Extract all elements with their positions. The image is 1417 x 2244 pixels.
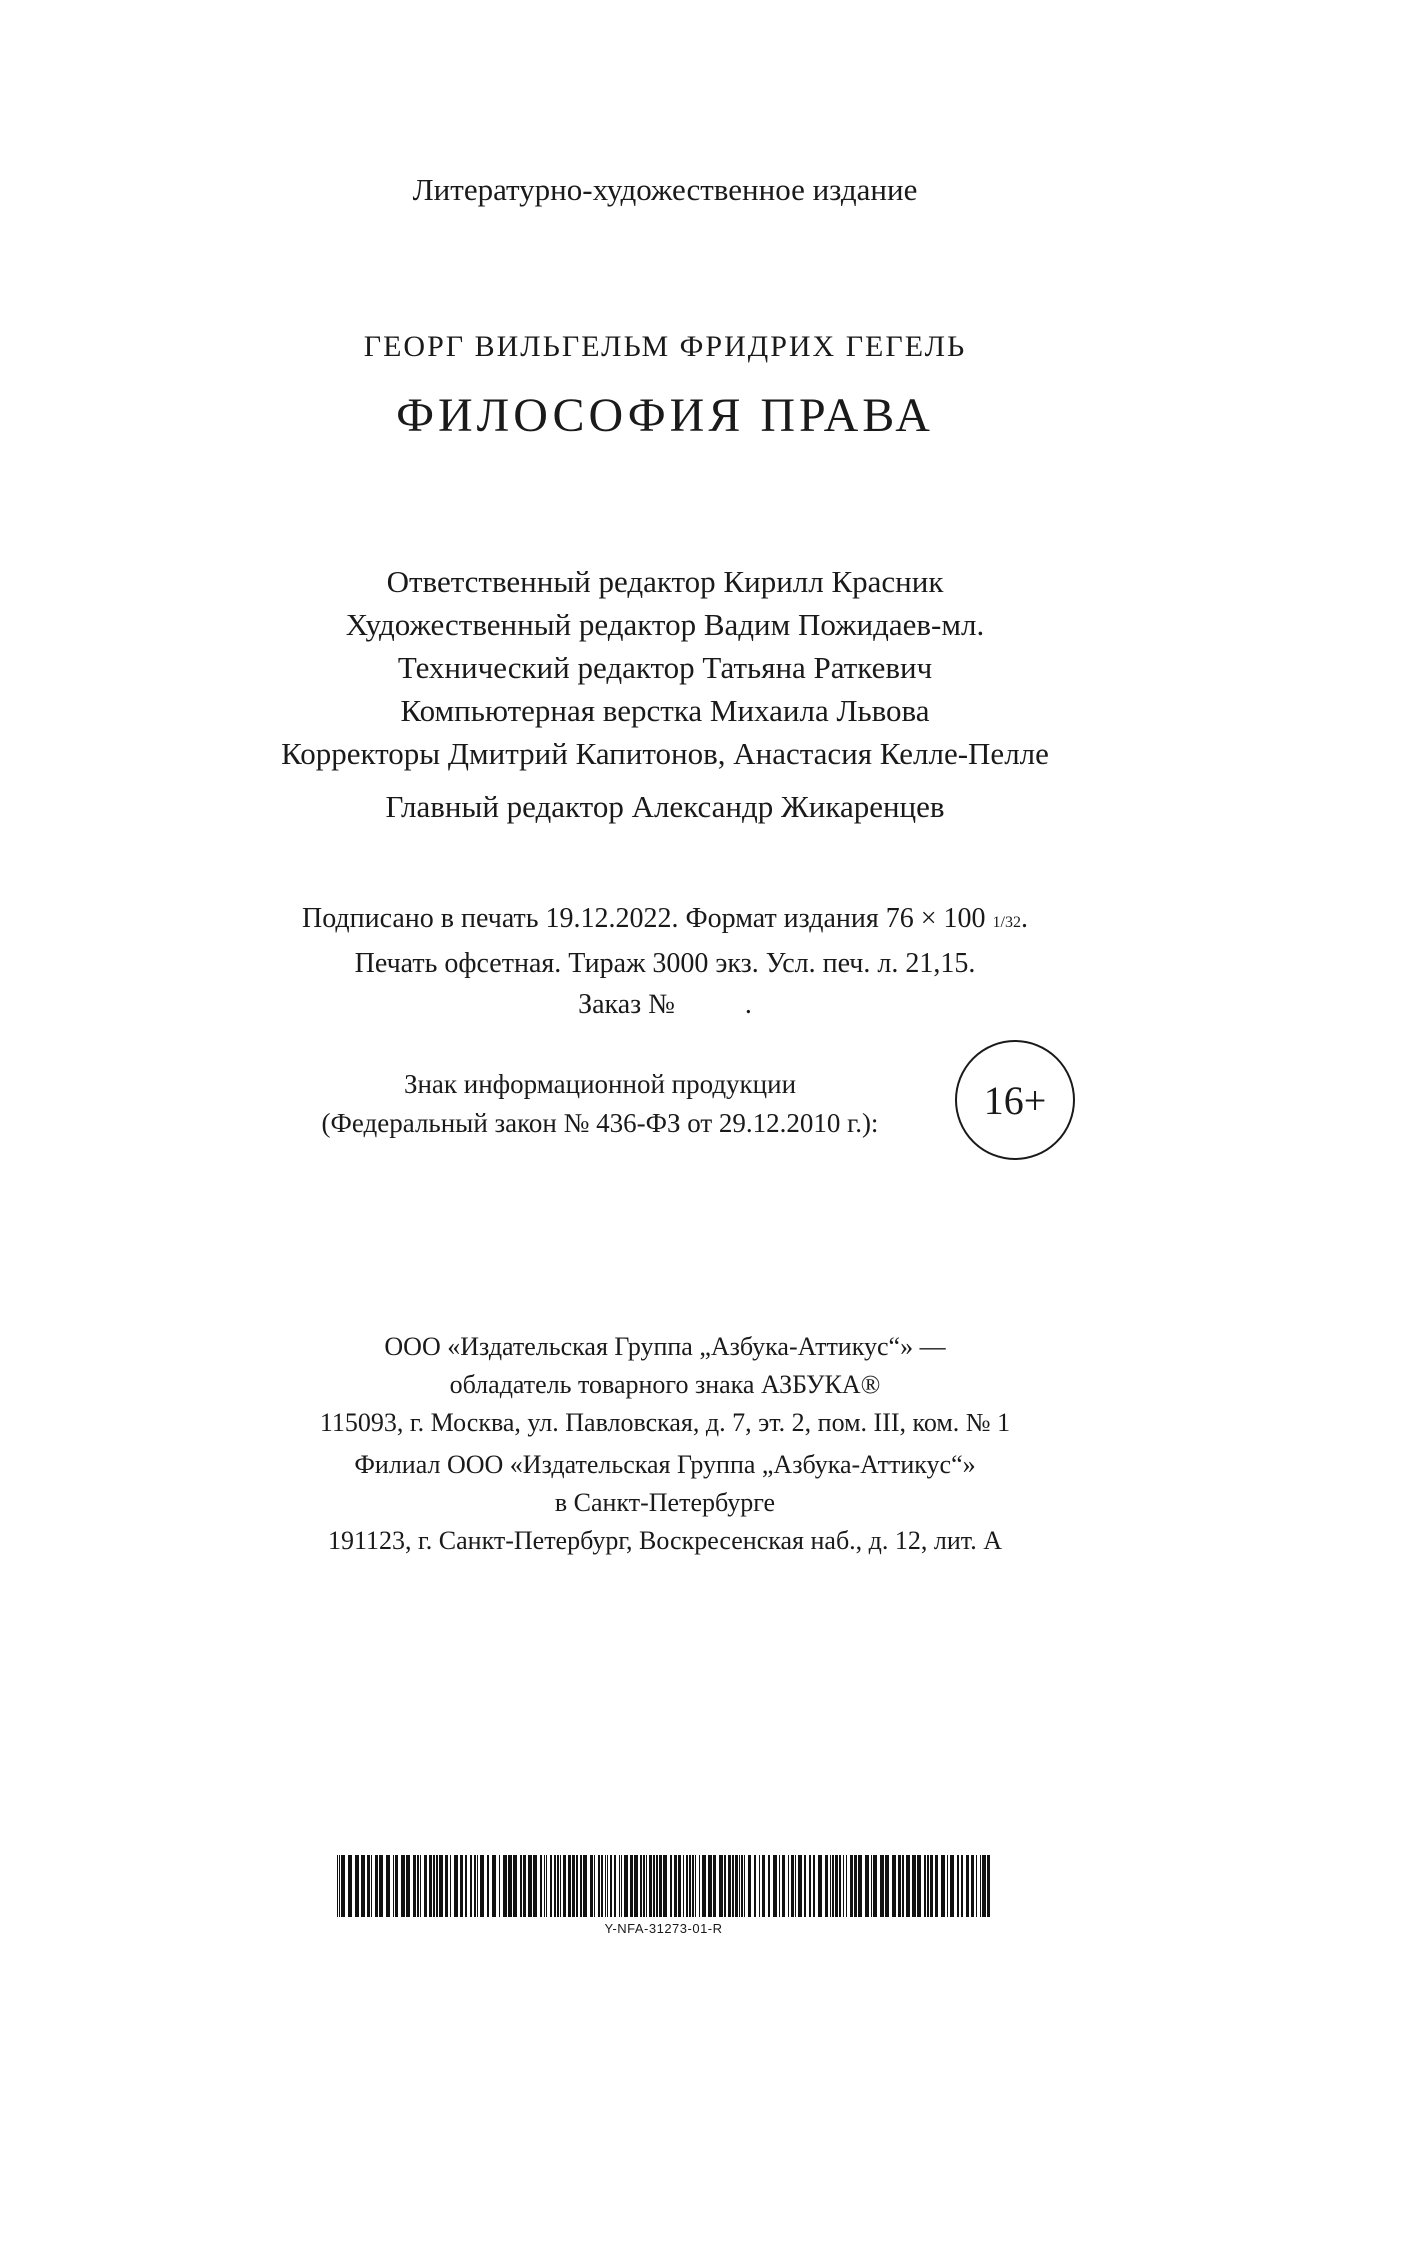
barcode-bar xyxy=(762,1855,765,1917)
barcode-bar xyxy=(550,1855,552,1917)
barcode-bar xyxy=(503,1855,507,1917)
barcode-bar xyxy=(554,1855,556,1917)
barcode-bar xyxy=(663,1855,667,1917)
barcode-bar xyxy=(413,1855,416,1917)
publisher-line6: 191123, г. Санкт-Петербург, Воскресенская наб., д. 12, лит. А xyxy=(328,1526,1002,1555)
barcode-bar xyxy=(659,1855,662,1917)
barcode-bar xyxy=(898,1855,901,1917)
barcode-bar xyxy=(906,1855,910,1917)
barcode-bar xyxy=(653,1855,655,1917)
print-info-line3: Заказ № . xyxy=(578,989,752,1020)
barcode-bar xyxy=(393,1855,394,1917)
barcode-bar xyxy=(610,1855,612,1917)
barcode-bar xyxy=(768,1855,770,1917)
barcode-bar xyxy=(779,1855,780,1917)
editorial-credits xyxy=(0,560,1330,828)
barcode-bar xyxy=(873,1855,877,1917)
barcode-bar xyxy=(474,1855,476,1917)
barcode-bar xyxy=(935,1855,938,1917)
barcode-bar xyxy=(480,1855,484,1917)
barcode-bar xyxy=(621,1855,622,1917)
barcode-bar xyxy=(619,1855,620,1917)
barcode-bar xyxy=(961,1855,963,1917)
barcode-bar xyxy=(656,1855,658,1917)
barcode-bar xyxy=(624,1855,628,1917)
barcode-bar xyxy=(741,1855,743,1917)
barcode-bar xyxy=(594,1855,595,1917)
barcode-bar xyxy=(950,1855,954,1917)
barcode-bar xyxy=(465,1855,467,1917)
barcode-bar xyxy=(927,1855,929,1917)
barcode-bar xyxy=(695,1855,696,1917)
barcode-bar xyxy=(850,1855,853,1917)
barcode-bar xyxy=(748,1855,751,1917)
edition-type: Литературно-художественное издание xyxy=(412,172,918,207)
barcode-bar xyxy=(450,1855,451,1917)
barcode-bar xyxy=(337,1855,338,1917)
barcode-bar xyxy=(686,1855,688,1917)
barcode-bar xyxy=(371,1855,372,1917)
barcode-bar xyxy=(583,1855,587,1917)
barcode-bar xyxy=(941,1855,945,1917)
barcode-bar xyxy=(630,1855,633,1917)
barcode-bar xyxy=(947,1855,948,1917)
barcode-bar xyxy=(683,1855,684,1917)
barcode-bar xyxy=(832,1855,834,1917)
barcode-bar xyxy=(634,1855,638,1917)
barcode-bar xyxy=(429,1855,432,1917)
barcode-bar xyxy=(825,1855,828,1917)
barcode-bar xyxy=(885,1855,889,1917)
barcode-bar xyxy=(614,1855,616,1917)
barcode-bar xyxy=(607,1855,608,1917)
barcode-bar xyxy=(754,1855,756,1917)
age-rating-badge: 16+ xyxy=(955,1040,1075,1160)
barcode-bar xyxy=(880,1855,884,1917)
book-title: ФИЛОСОФИЯ ПРАВА xyxy=(396,389,934,442)
barcode-bar xyxy=(930,1855,933,1917)
barcode-bar xyxy=(646,1855,647,1917)
barcode-bar xyxy=(702,1855,706,1917)
barcode-bar xyxy=(692,1855,694,1917)
barcode-bar xyxy=(533,1855,537,1917)
barcode-bar xyxy=(523,1855,526,1917)
barcode-bar xyxy=(557,1855,559,1917)
info-product-sign xyxy=(270,1065,930,1143)
barcode-bar xyxy=(759,1855,760,1917)
print-info-line2: Печать офсетная. Тираж 3000 экз. Усл. печ. л. 21,15. xyxy=(354,948,976,979)
barcode-bar xyxy=(809,1855,811,1917)
barcode-bar xyxy=(649,1855,652,1917)
barcode-bar xyxy=(348,1855,352,1917)
barcode-bar xyxy=(719,1855,723,1917)
technical-editor: Технический редактор Татьяна Раткевич xyxy=(397,650,933,685)
barcode-bar xyxy=(513,1855,517,1917)
barcode-bar xyxy=(568,1855,571,1917)
barcode-bar xyxy=(487,1855,489,1917)
barcode-bar xyxy=(598,1855,600,1917)
barcode-bar xyxy=(982,1855,986,1917)
publisher-info xyxy=(0,1328,1330,1560)
barcode-bar xyxy=(546,1855,547,1917)
barcode-bar xyxy=(379,1855,383,1917)
barcode-bar xyxy=(858,1855,862,1917)
barcode-bar xyxy=(670,1855,672,1917)
barcode-bar xyxy=(846,1855,847,1917)
barcode-bar xyxy=(744,1855,745,1917)
barcode-bar xyxy=(520,1855,522,1917)
barcode-bar xyxy=(355,1855,359,1917)
barcode-bar xyxy=(843,1855,844,1917)
barcode-bar xyxy=(528,1855,532,1917)
barcode-bar xyxy=(367,1855,370,1917)
barcode-bar xyxy=(417,1855,419,1917)
barcode-bar xyxy=(976,1855,977,1917)
barcode-bar xyxy=(395,1855,398,1917)
barcode-bar xyxy=(854,1855,857,1917)
barcode-bar xyxy=(445,1855,448,1917)
info-sign-line1: Знак информационной продукции xyxy=(403,1069,797,1099)
barcode-bar xyxy=(795,1855,796,1917)
barcode-bar xyxy=(735,1855,738,1917)
barcode-bar xyxy=(713,1855,716,1917)
barcode-bar xyxy=(339,1855,340,1917)
barcode-bar xyxy=(724,1855,726,1917)
publisher-line5: в Санкт-Петербурге xyxy=(554,1488,776,1517)
barcode-bar xyxy=(839,1855,841,1917)
executive-editor: Ответственный редактор Кирилл Красник xyxy=(386,564,944,599)
barcode-bar xyxy=(924,1855,926,1917)
print-info xyxy=(0,898,1330,1025)
info-sign-line2: (Федеральный закон № 436-ФЗ от 29.12.2010 г.): xyxy=(321,1108,879,1138)
barcode-bar xyxy=(987,1855,990,1917)
barcode-bar xyxy=(420,1855,421,1917)
publisher-line4: Филиал ООО «Издательская Группа „Азбука-Аттикус“» xyxy=(354,1450,976,1479)
barcode-bar xyxy=(689,1855,691,1917)
barcode-bar xyxy=(424,1855,427,1917)
barcode-bar xyxy=(590,1855,593,1917)
barcode-bar xyxy=(563,1855,566,1917)
barcode-bar xyxy=(813,1855,815,1917)
barcode-bar xyxy=(912,1855,916,1917)
barcode-bar xyxy=(508,1855,512,1917)
art-editor: Художественный редактор Вадим Пожидаев-мл. xyxy=(345,607,985,642)
barcode-bar xyxy=(892,1855,896,1917)
publisher-line2: обладатель товарного знака АЗБУКА® xyxy=(449,1370,881,1399)
barcode-bar xyxy=(605,1855,606,1917)
barcode-bar xyxy=(436,1855,438,1917)
publisher-line1: ООО «Издательская Группа „Азбука-Аттикус“» — xyxy=(384,1332,946,1361)
barcode-bar xyxy=(492,1855,496,1917)
barcode-bar xyxy=(386,1855,390,1917)
barcode-bar xyxy=(966,1855,969,1917)
barcode-bar xyxy=(470,1855,472,1917)
barcode-bar xyxy=(576,1855,578,1917)
barcode-bar xyxy=(957,1855,959,1917)
barcode-bar xyxy=(572,1855,575,1917)
barcode-bar xyxy=(773,1855,777,1917)
barcode-bar xyxy=(580,1855,582,1917)
chief-editor: Главный редактор Александр Жикаренцев xyxy=(385,789,945,824)
barcode-bar xyxy=(728,1855,731,1917)
barcode-bar xyxy=(865,1855,869,1917)
barcode-bar xyxy=(980,1855,981,1917)
barcode-bar xyxy=(902,1855,904,1917)
publisher-line3: 115093, г. Москва, ул. Павловская, д. 7, эт. 2, пом. III, ком. № 1 xyxy=(319,1408,1011,1437)
barcode-bar xyxy=(375,1855,378,1917)
barcode-bar xyxy=(477,1855,478,1917)
barcode-bar xyxy=(791,1855,794,1917)
barcode-bar xyxy=(708,1855,712,1917)
layout-credit: Компьютерная верстка Михаила Львова xyxy=(400,693,930,728)
barcode-bar xyxy=(782,1855,785,1917)
barcode-bar xyxy=(871,1855,872,1917)
barcode-bar xyxy=(341,1855,345,1917)
barcode-bar xyxy=(433,1855,435,1917)
print-info-line1: Подписано в печать 19.12.2022. Формат издания 76 × 100 1/32. xyxy=(301,903,1028,934)
author-name: ГЕОРГ ВИЛЬГЕЛЬМ ФРИДРИХ ГЕГЕЛЬ xyxy=(363,330,967,363)
proofreaders: Корректоры Дмитрий Капитонов, Анастасия Келле-Пелле xyxy=(281,736,1049,771)
barcode-bar xyxy=(560,1855,561,1917)
barcode-bar xyxy=(460,1855,463,1917)
barcode-bar xyxy=(640,1855,642,1917)
barcode-bar xyxy=(818,1855,822,1917)
barcode-bar xyxy=(804,1855,806,1917)
barcode-bar xyxy=(917,1855,921,1917)
barcode-bar xyxy=(674,1855,677,1917)
barcode-bar xyxy=(643,1855,645,1917)
barcode-bar xyxy=(788,1855,789,1917)
barcode-bar xyxy=(544,1855,545,1917)
barcode-icon xyxy=(337,1855,990,1917)
barcode-bar xyxy=(499,1855,500,1917)
barcode-bar xyxy=(361,1855,365,1917)
barcode-bar xyxy=(830,1855,831,1917)
barcode-bar xyxy=(678,1855,681,1917)
barcode-code: Y-NFA-31273-01-R xyxy=(604,1921,723,1936)
barcode-bar xyxy=(540,1855,542,1917)
barcode-bar xyxy=(798,1855,802,1917)
barcode-bar xyxy=(971,1855,974,1917)
barcode-bar xyxy=(401,1855,405,1917)
barcode-bar xyxy=(732,1855,734,1917)
barcode-bar xyxy=(406,1855,410,1917)
barcode-bar xyxy=(439,1855,443,1917)
barcode-bar xyxy=(601,1855,603,1917)
barcode-bar xyxy=(835,1855,838,1917)
barcode-bar xyxy=(454,1855,458,1917)
format-fraction: 1/32 xyxy=(992,914,1021,931)
barcode-bar xyxy=(699,1855,700,1917)
barcode-bar xyxy=(739,1855,740,1917)
